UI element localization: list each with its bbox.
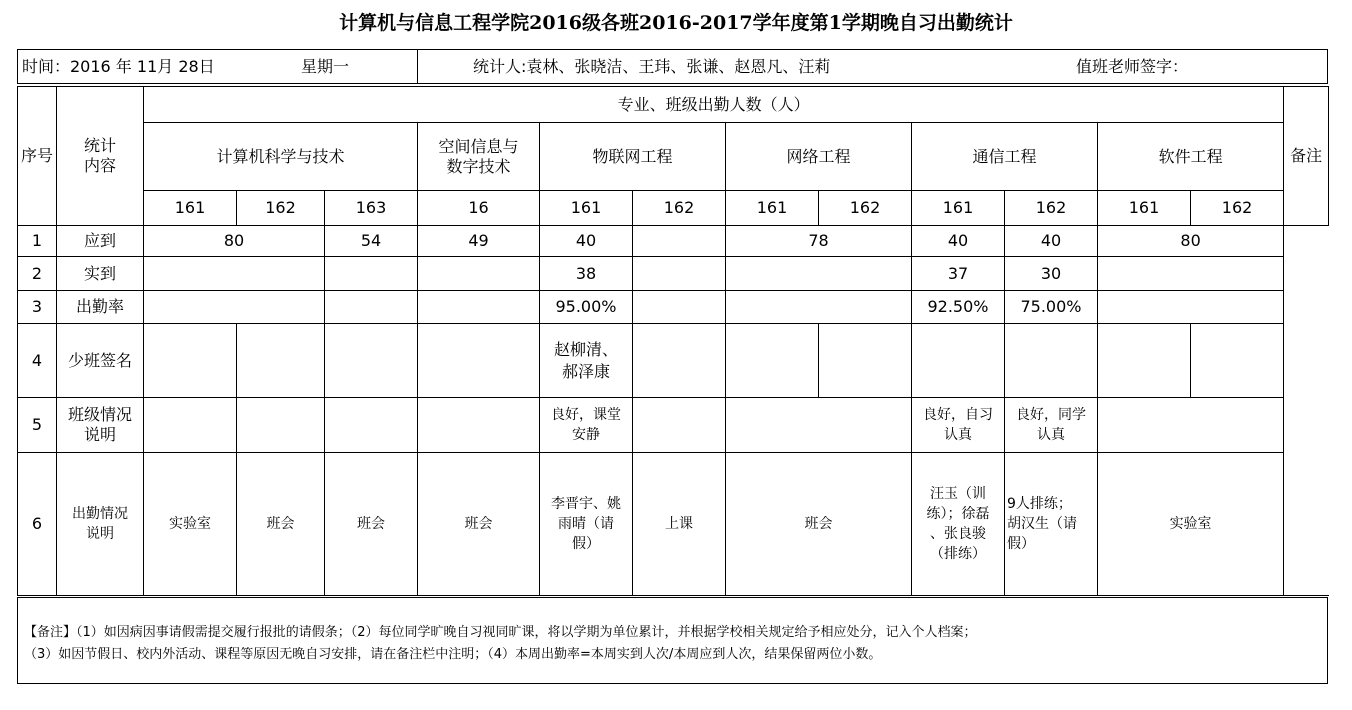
class-iot-162: 162 [633,191,726,226]
row4-soft161 [1098,324,1191,398]
row4-remark [1284,324,1329,398]
major-net: 网络工程 [726,123,912,191]
row1-cs163: 54 [325,226,418,257]
row2-iot162 [633,257,726,291]
row5-iot162 [633,398,726,453]
page-title: 计算机与信息工程学院2016级各班2016-2017学年度第1学期晚自习出勤统计 [339,12,1013,34]
footnote [17,597,1328,684]
class-soft-162: 162 [1191,191,1284,226]
class-comm-162: 162 [1005,191,1098,226]
row3-iot162 [633,291,726,324]
row3-iot161: 95.00% [540,291,633,324]
row4-no: 4 [18,324,57,398]
row6-remark [1284,453,1329,596]
row1-iot162 [633,226,726,257]
row1-space: 49 [418,226,540,257]
row2-label: 实到 [57,257,144,291]
class-cs-161: 161 [144,191,237,226]
row3-cs163 [325,291,418,324]
major-comm: 通信工程 [912,123,1098,191]
date-label: 时间：2016 年 11月 28日 [22,57,215,76]
row6-label: 出勤情况 说明 [57,453,144,596]
row6-space: 班会 [418,453,540,596]
row3-soft [1098,291,1284,324]
row5-comm162: 良好，同学 认真 [1005,398,1098,453]
major-cs: 计算机科学与技术 [144,123,418,191]
class-net-161: 161 [726,191,819,226]
row3-space [418,291,540,324]
row5-cs162 [237,398,325,453]
row5-soft [1098,398,1284,453]
row2-soft [1098,257,1284,291]
row4-comm162 [1005,324,1098,398]
row6-comm161: 汪玉（训 练）；徐磊 、张良骏 （排练） [912,453,1005,596]
header-group: 专业、班级出勤人数（人） [144,87,1284,123]
class-cs-162: 162 [237,191,325,226]
class-cs-163: 163 [325,191,418,226]
row1-net: 78 [726,226,912,257]
row3-no: 3 [18,291,57,324]
info-bar [17,49,1328,84]
row6-iot161: 李晋宇、姚 雨晴（请 假） [540,453,633,596]
row5-remark [1284,398,1329,453]
row3-remark [1284,291,1329,324]
row6-net: 班会 [726,453,912,596]
row6-iot162: 上课 [633,453,726,596]
row5-label: 班级情况 说明 [57,398,144,453]
row6-soft: 实验室 [1098,453,1284,596]
row4-soft162 [1191,324,1284,398]
row2-no: 2 [18,257,57,291]
class-net-162: 162 [819,191,912,226]
major-iot: 物联网工程 [540,123,726,191]
row2-remark [1284,257,1329,291]
footnote-line-1: 【备注】（1）如因病因事请假需提交履行报批的请假条；（2）每位同学旷晚自习视同旷课，将以学期为单位累计，并根据学校相关规定给予相应处分，记入个人档案； [24,625,977,640]
major-soft: 软件工程 [1098,123,1284,191]
row3-comm162: 75.00% [1005,291,1098,324]
teacher-sign-label: 值班老师签字： [1076,57,1189,76]
row5-net [726,398,912,453]
statisticians-label: 统计人:袁林、张晓洁、王玮、张谦、赵恩凡、汪莉 [473,57,831,76]
row3-net [726,291,912,324]
row2-cs [144,257,325,291]
row1-comm162: 40 [1005,226,1098,257]
header-content: 统计 内容 [57,87,144,226]
weekday-label: 星期一 [301,57,350,76]
row1-no: 1 [18,226,57,257]
row4-iot161: 赵柳清、 郝泽康 [540,324,633,398]
row4-label: 少班签名 [57,324,144,398]
row5-comm161: 良好，自习 认真 [912,398,1005,453]
row4-cs162 [237,324,325,398]
row1-comm161: 40 [912,226,1005,257]
row2-iot161: 38 [540,257,633,291]
footnote-line-2: （3）如因节假日、校内外活动、课程等原因无晚自习安排，请在备注栏中注明；（4）本周出勤率=本周实到人次/本周应到人次，结果保留两位小数。 [24,647,882,662]
row1-soft: 80 [1098,226,1284,257]
row6-no: 6 [18,453,57,596]
row4-net162 [819,324,912,398]
attendance-table [17,86,1329,596]
major-space: 空间信息与 数字技术 [418,123,540,191]
row3-label: 出勤率 [57,291,144,324]
row4-cs163 [325,324,418,398]
class-space-16: 16 [418,191,540,226]
class-comm-161: 161 [912,191,1005,226]
row5-no: 5 [18,398,57,453]
row5-space [418,398,540,453]
row5-iot161: 良好，课堂 安静 [540,398,633,453]
row6-cs163: 班会 [325,453,418,596]
row2-space [418,257,540,291]
row4-net161 [726,324,819,398]
class-iot-161: 161 [540,191,633,226]
row4-iot162 [633,324,726,398]
row2-net [726,257,912,291]
row6-cs162: 班会 [237,453,325,596]
row2-comm162: 30 [1005,257,1098,291]
header-seq: 序号 [18,87,57,226]
row6-comm162: 9人排练； 胡汉生（请 假） [1005,453,1098,596]
row1-cs: 80 [144,226,325,257]
class-soft-161: 161 [1098,191,1191,226]
row4-comm161 [912,324,1005,398]
row3-comm161: 92.50% [912,291,1005,324]
row2-comm161: 37 [912,257,1005,291]
row1-label: 应到 [57,226,144,257]
row1-iot161: 40 [540,226,633,257]
row2-cs163 [325,257,418,291]
row1-remark [1284,226,1329,257]
header-remark: 备注 [1284,87,1329,226]
row5-cs161 [144,398,237,453]
row4-space [418,324,540,398]
row3-cs [144,291,325,324]
row5-cs163 [325,398,418,453]
row6-cs161: 实验室 [144,453,237,596]
row4-cs161 [144,324,237,398]
info-divider [417,50,418,83]
